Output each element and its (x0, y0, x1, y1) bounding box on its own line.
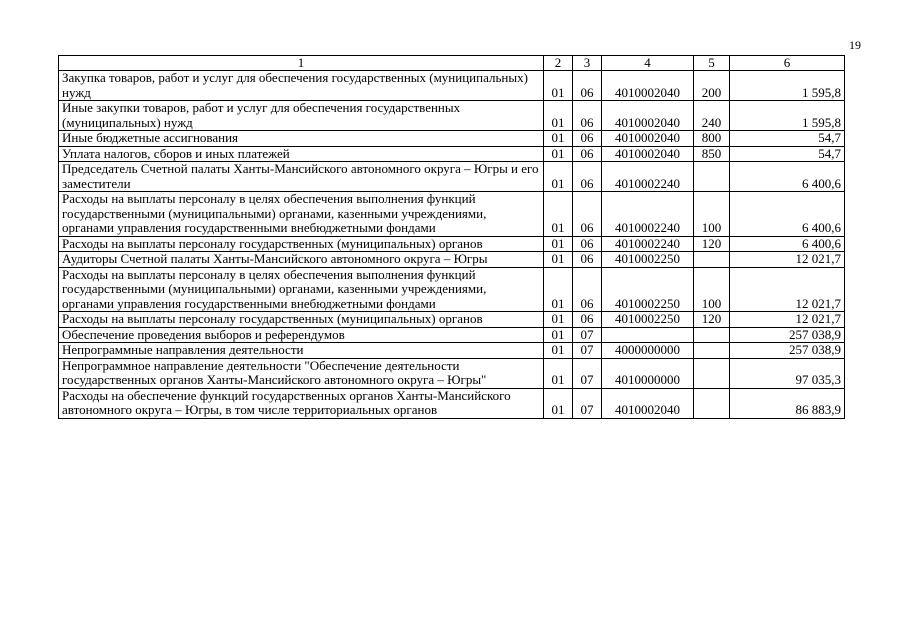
row-expense-type: 120 (694, 236, 730, 252)
row-amount: 86 883,9 (730, 388, 845, 418)
row-name: Иные закупки товаров, работ и услуг для обеспечения государственных (муниципальных) нужд (59, 101, 544, 131)
row-name: Непрограммное направление деятельности "Обеспечение деятельности государственных органов Ханты-Мансийского автономного округа – Югры" (59, 358, 544, 388)
table-row (59, 343, 845, 359)
row-target-code: 4010002040 (602, 131, 694, 147)
row-subsection: 06 (573, 312, 602, 328)
header-col-1: 1 (59, 56, 544, 71)
row-amount: 6 400,6 (730, 162, 845, 192)
row-target-code (602, 327, 694, 343)
row-name: Расходы на выплаты персоналу в целях обеспечения выполнения функций государственными (муниципальными) органами, казенными учреждениями, органами управления государственными внебюджетными фондами (59, 267, 544, 312)
row-expense-type (694, 358, 730, 388)
row-subsection: 06 (573, 162, 602, 192)
row-subsection: 06 (573, 146, 602, 162)
row-expense-type: 240 (694, 101, 730, 131)
row-target-code: 4010002040 (602, 101, 694, 131)
row-name: Закупка товаров, работ и услуг для обеспечения государственных (муниципальных) нужд (59, 71, 544, 101)
table-row (59, 252, 845, 268)
row-name: Расходы на выплаты персоналу в целях обеспечения выполнения функций государственными (муниципальными) органами, казенными учреждениями, органами управления государственными внебюджетными фондами (59, 192, 544, 237)
row-amount: 6 400,6 (730, 192, 845, 237)
row-name: Непрограммные направления деятельности (59, 343, 544, 359)
table-row (59, 162, 845, 192)
row-section: 01 (544, 388, 573, 418)
row-target-code: 4010002040 (602, 71, 694, 101)
row-subsection: 06 (573, 71, 602, 101)
row-subsection: 06 (573, 192, 602, 237)
row-section: 01 (544, 236, 573, 252)
row-name: Расходы на выплаты персоналу государственных (муниципальных) органов (59, 236, 544, 252)
row-target-code: 4010002240 (602, 162, 694, 192)
row-subsection: 07 (573, 343, 602, 359)
row-amount: 257 038,9 (730, 327, 845, 343)
header-row (59, 56, 845, 71)
row-section: 01 (544, 312, 573, 328)
row-amount: 12 021,7 (730, 267, 845, 312)
table-row (59, 327, 845, 343)
row-section: 01 (544, 252, 573, 268)
table-row (59, 358, 845, 388)
table-row (59, 312, 845, 328)
row-expense-type (694, 343, 730, 359)
row-target-code: 4010002240 (602, 236, 694, 252)
row-amount: 257 038,9 (730, 343, 845, 359)
row-expense-type: 800 (694, 131, 730, 147)
row-name: Расходы на выплаты персоналу государственных (муниципальных) органов (59, 312, 544, 328)
row-expense-type (694, 327, 730, 343)
table-row (59, 388, 845, 418)
row-section: 01 (544, 71, 573, 101)
table-row (59, 131, 845, 147)
row-amount: 54,7 (730, 131, 845, 147)
row-subsection: 07 (573, 358, 602, 388)
row-name: Уплата налогов, сборов и иных платежей (59, 146, 544, 162)
row-expense-type: 100 (694, 192, 730, 237)
row-section: 01 (544, 192, 573, 237)
row-expense-type (694, 252, 730, 268)
row-expense-type: 200 (694, 71, 730, 101)
row-amount: 12 021,7 (730, 312, 845, 328)
row-section: 01 (544, 343, 573, 359)
row-section: 01 (544, 358, 573, 388)
row-amount: 97 035,3 (730, 358, 845, 388)
row-section: 01 (544, 146, 573, 162)
row-subsection: 06 (573, 236, 602, 252)
row-name: Аудиторы Счетной палаты Ханты-Мансийского автономного округа – Югры (59, 252, 544, 268)
header-col-4: 4 (602, 56, 694, 71)
row-subsection: 06 (573, 131, 602, 147)
table-row (59, 267, 845, 312)
row-section: 01 (544, 327, 573, 343)
row-target-code: 4010002250 (602, 252, 694, 268)
row-target-code: 4010002250 (602, 312, 694, 328)
row-target-code: 4010000000 (602, 358, 694, 388)
row-expense-type (694, 388, 730, 418)
row-section: 01 (544, 101, 573, 131)
row-section: 01 (544, 162, 573, 192)
row-subsection: 07 (573, 327, 602, 343)
row-name: Обеспечение проведения выборов и референдумов (59, 327, 544, 343)
table-row (59, 192, 845, 237)
row-subsection: 07 (573, 388, 602, 418)
row-expense-type: 100 (694, 267, 730, 312)
row-amount: 6 400,6 (730, 236, 845, 252)
row-amount: 54,7 (730, 146, 845, 162)
row-target-code: 4010002040 (602, 146, 694, 162)
header-col-6: 6 (730, 56, 845, 71)
row-subsection: 06 (573, 101, 602, 131)
row-target-code: 4010002240 (602, 192, 694, 237)
row-section: 01 (544, 267, 573, 312)
table-row (59, 71, 845, 101)
row-name: Иные бюджетные ассигнования (59, 131, 544, 147)
row-subsection: 06 (573, 252, 602, 268)
row-expense-type (694, 162, 730, 192)
row-target-code: 4000000000 (602, 343, 694, 359)
row-amount: 1 595,8 (730, 71, 845, 101)
page-number: 19 (849, 38, 861, 52)
row-target-code: 4010002040 (602, 388, 694, 418)
row-subsection: 06 (573, 267, 602, 312)
table-row (59, 146, 845, 162)
row-amount: 1 595,8 (730, 101, 845, 131)
header-col-3: 3 (573, 56, 602, 71)
row-target-code: 4010002250 (602, 267, 694, 312)
row-name: Председатель Счетной палаты Ханты-Мансийского автономного округа – Югры и его заместители (59, 162, 544, 192)
header-col-2: 2 (544, 56, 573, 71)
budget-table (58, 55, 845, 419)
row-expense-type: 120 (694, 312, 730, 328)
row-name: Расходы на обеспечение функций государственных органов Ханты-Мансийского автономного округа – Югры, в том числе территориальных органов (59, 388, 544, 418)
table-row (59, 101, 845, 131)
row-amount: 12 021,7 (730, 252, 845, 268)
row-expense-type: 850 (694, 146, 730, 162)
table-row (59, 236, 845, 252)
header-col-5: 5 (694, 56, 730, 71)
row-section: 01 (544, 131, 573, 147)
